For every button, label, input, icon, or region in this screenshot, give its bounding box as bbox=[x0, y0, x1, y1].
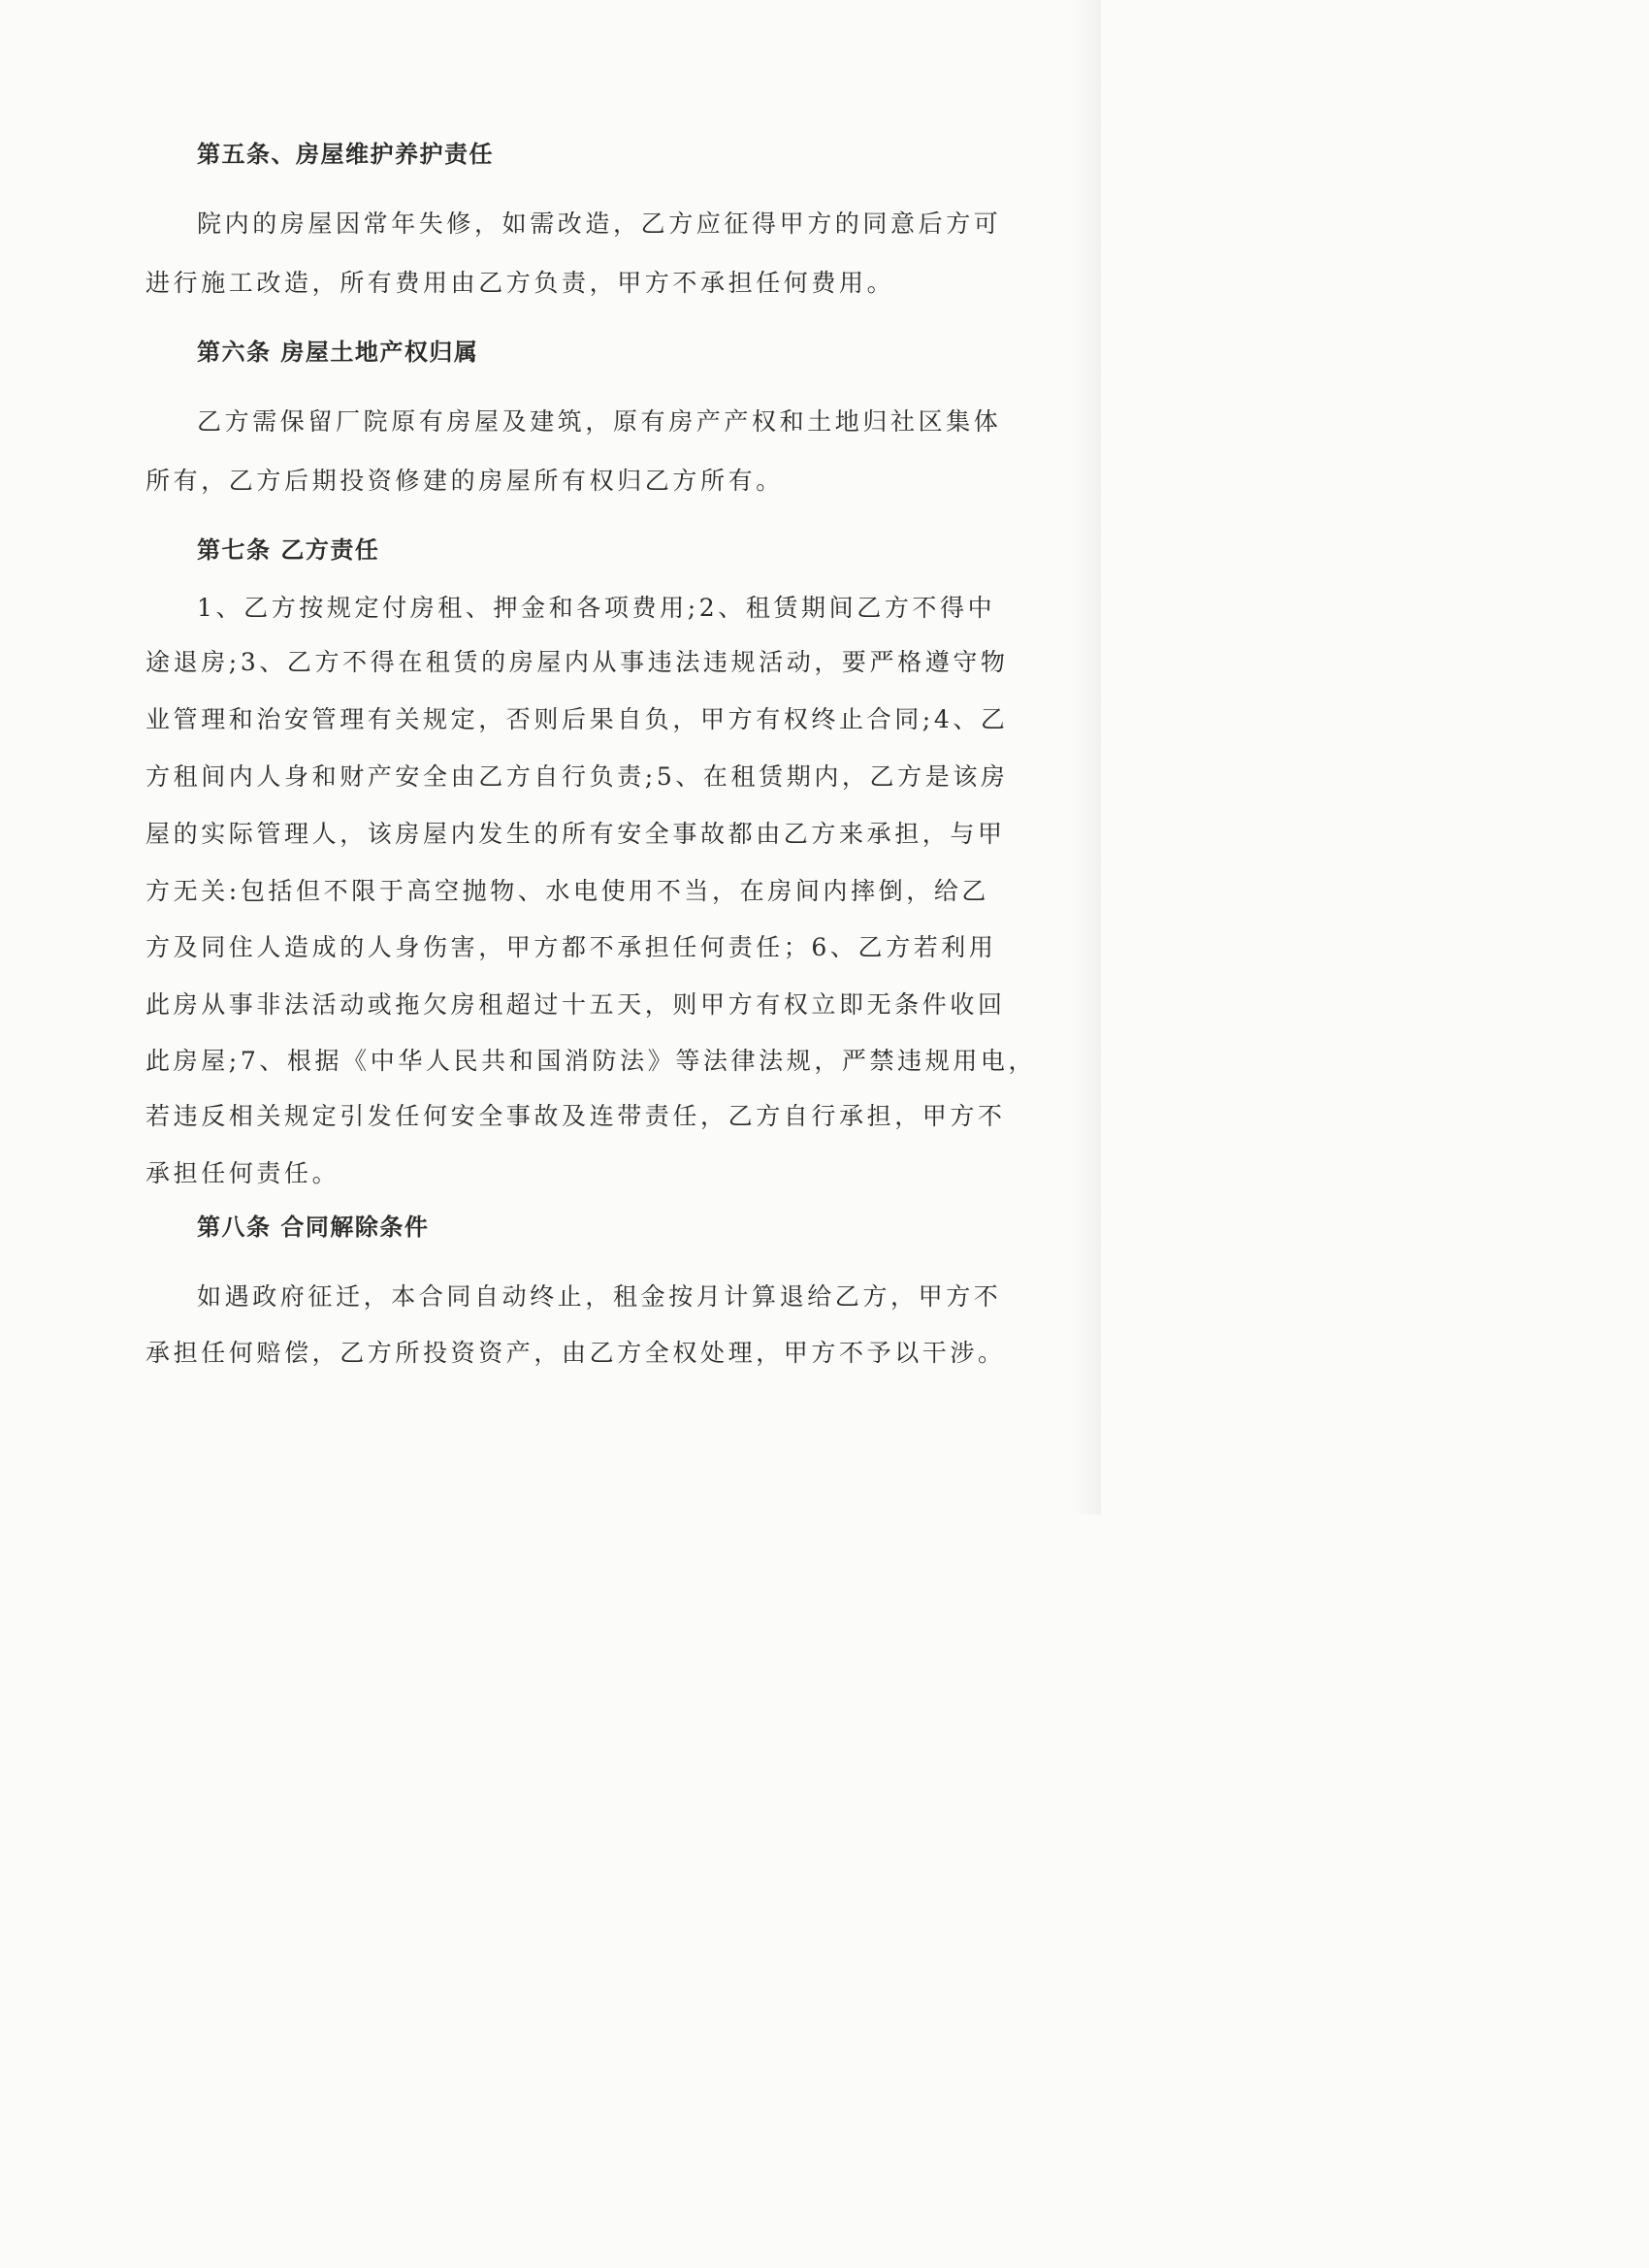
section-7-line-1: 1、乙方按规定付房租、押金和各项费用;2、租赁期间乙方不得中 bbox=[197, 594, 996, 622]
section-6-line-2: 所有，乙方后期投资修建的房屋所有权归乙方所有。 bbox=[146, 467, 784, 495]
section-8-line-1: 如遇政府征迁，本合同自动终止，租金按月计算退给乙方，甲方不 bbox=[197, 1282, 1002, 1311]
section-7-line-3: 业管理和治安管理有关规定，否则后果自负，甲方有权终止合同;4、乙 bbox=[146, 705, 1009, 733]
section-7-heading: 第七条 乙方责任 bbox=[197, 535, 380, 564]
scan-edge-shadow bbox=[1074, 0, 1101, 1514]
section-7-line-4: 方租间内人身和财产安全由乙方自行负责;5、在租赁期内，乙方是该房 bbox=[146, 762, 1009, 791]
section-8-heading: 第八条 合同解除条件 bbox=[197, 1213, 430, 1241]
section-7-line-9: 此房屋;7、根据《中华人民共和国消防法》等法律法规，严禁违规用电， bbox=[146, 1047, 1037, 1075]
section-6-heading: 第六条 房屋土地产权归属 bbox=[197, 338, 479, 366]
section-5-line-2: 进行施工改造，所有费用由乙方负责，甲方不承担任何费用。 bbox=[146, 269, 895, 297]
section-7-line-8: 此房从事非法活动或拖欠房租超过十五天，则甲方有权立即无条件收回 bbox=[146, 990, 1006, 1019]
section-6-line-1: 乙方需保留厂院原有房屋及建筑，原有房产产权和土地归社区集体 bbox=[197, 407, 1002, 436]
document-page bbox=[0, 0, 1101, 1514]
section-7-line-2: 途退房;3、乙方不得在租赁的房屋内从事违法违规活动，要严格遵守物 bbox=[146, 648, 1009, 676]
section-7-line-11: 承担任何责任。 bbox=[146, 1159, 340, 1187]
section-7-line-6: 方无关:包括但不限于高空抛物、水电使用不当，在房间内摔倒，给乙 bbox=[146, 877, 990, 905]
section-7-line-7: 方及同住人造成的人身伤害，甲方都不承担任何责任；6、乙方若利用 bbox=[146, 933, 997, 961]
section-5-heading: 第五条、房屋维护养护责任 bbox=[197, 140, 494, 168]
section-7-line-5: 屋的实际管理人，该房屋内发生的所有安全事故都由乙方来承担，与甲 bbox=[146, 820, 1006, 848]
section-8-line-2: 承担任何赔偿，乙方所投资资产，由乙方全权处理，甲方不予以干涉。 bbox=[146, 1339, 1006, 1367]
section-7-line-10: 若违反相关规定引发任何安全事故及连带责任，乙方自行承担，甲方不 bbox=[146, 1102, 1006, 1130]
section-5-line-1: 院内的房屋因常年失修，如需改造，乙方应征得甲方的同意后方可 bbox=[197, 210, 1002, 238]
